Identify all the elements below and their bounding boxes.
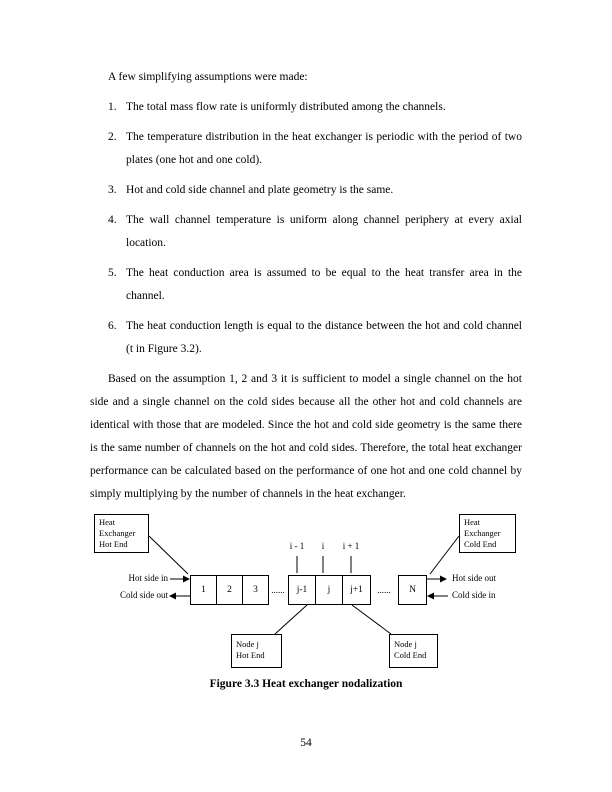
assumption-item-6 <box>90 315 522 361</box>
item-number: 2. <box>108 131 117 143</box>
callout-heat-exchanger-cold-end <box>459 514 516 553</box>
interface-label-i-plus-1: i + 1 <box>342 541 360 551</box>
callout-line: Exchanger <box>99 528 136 538</box>
callout-heat-exchanger-hot-end <box>94 514 149 553</box>
flow-label-cold-side-out: Cold side out <box>119 590 168 600</box>
item-text: Hot and cold side channel and plate geometry is the same. <box>126 184 394 196</box>
ellipsis-dots-left: ...... <box>271 585 285 595</box>
channel-box-j-plus-1: j+1 <box>342 575 371 605</box>
callout-line: Cold End <box>464 539 497 549</box>
channel-box-j: j <box>315 575 343 605</box>
item-text: The wall channel temperature is uniform along channel periphery at every axial location. <box>126 214 522 249</box>
node-hot-connector-line <box>275 605 307 634</box>
interface-label-i-minus-1: i - 1 <box>289 541 305 551</box>
item-number: 6. <box>108 320 117 332</box>
hot-out-arrowhead-icon <box>440 576 447 583</box>
flow-label-hot-side-out: Hot side out <box>452 573 496 583</box>
assumption-item-1 <box>90 96 522 119</box>
page-number: 54 <box>300 737 312 749</box>
item-number: 5. <box>108 267 117 279</box>
item-text: The temperature distribution in the heat exchanger is periodic with the period of two plates (one hot and one cold). <box>126 131 522 166</box>
flow-label-cold-side-in: Cold side in <box>452 590 496 600</box>
callout-line: Node j <box>394 639 417 649</box>
figure-caption: Figure 3.3 Heat exchanger nodalization <box>209 678 403 690</box>
cold-in-arrowhead-icon <box>427 593 434 600</box>
callout-line: Heat <box>464 517 481 527</box>
item-text: The heat conduction length is equal to the distance between the hot and cold channel (t in Figure 3.2). <box>126 320 522 355</box>
flow-label-hot-side-in: Hot side in <box>128 573 168 583</box>
body-paragraph: Based on the assumption 1, 2 and 3 it is sufficient to model a single channel on the hot side and a single channel on the cold sides because all the other hot and cold channels are identical with those that are modeled. Since the hot and cold side geometry is the same there is the same number of channels on the hot and cold sides. Therefore, the total heat exchanger performance can be calculated based on the performance of one hot and one cold channel by simply multiplying by the number of channels in the heat exchanger. <box>90 373 522 500</box>
channel-box-3: 3 <box>242 575 269 605</box>
item-number: 4. <box>108 214 117 226</box>
hot-end-connector-line <box>149 536 188 574</box>
callout-line: Hot End <box>236 650 265 660</box>
callout-line: Cold End <box>394 650 427 660</box>
node-cold-connector-line <box>352 605 391 634</box>
callout-line: Hot End <box>99 539 128 549</box>
assumptions-list <box>90 96 522 361</box>
item-number: 1. <box>108 101 117 113</box>
interface-label-i: i <box>321 541 325 551</box>
assumption-item-3 <box>90 179 522 202</box>
callout-line: Heat <box>99 517 116 527</box>
callout-line: Node j <box>236 639 259 649</box>
item-number: 3. <box>108 184 117 196</box>
item-text: The total mass flow rate is uniformly distributed among the channels. <box>126 101 446 113</box>
callout-line: Exchanger <box>464 528 501 538</box>
assumption-item-2 <box>90 126 522 172</box>
cold-out-arrowhead-icon <box>169 593 176 600</box>
channel-box-n: N <box>398 575 427 605</box>
hot-in-arrowhead-icon <box>183 576 190 583</box>
ellipsis-dots-right: ...... <box>377 585 391 595</box>
channel-box-j-minus-1: j-1 <box>288 575 316 605</box>
item-text: The heat conduction area is assumed to be equal to the heat transfer area in the channel. <box>126 267 522 302</box>
channel-box-1: 1 <box>190 575 217 605</box>
assumption-item-4 <box>90 209 522 255</box>
cold-end-connector-line <box>430 536 459 574</box>
callout-node-j-cold-end <box>389 634 438 668</box>
assumption-item-5 <box>90 262 522 308</box>
callout-node-j-hot-end <box>231 634 282 668</box>
heat-exchanger-nodalization-diagram <box>0 510 612 670</box>
channel-box-2: 2 <box>216 575 243 605</box>
intro-paragraph: A few simplifying assumptions were made: <box>108 71 308 83</box>
